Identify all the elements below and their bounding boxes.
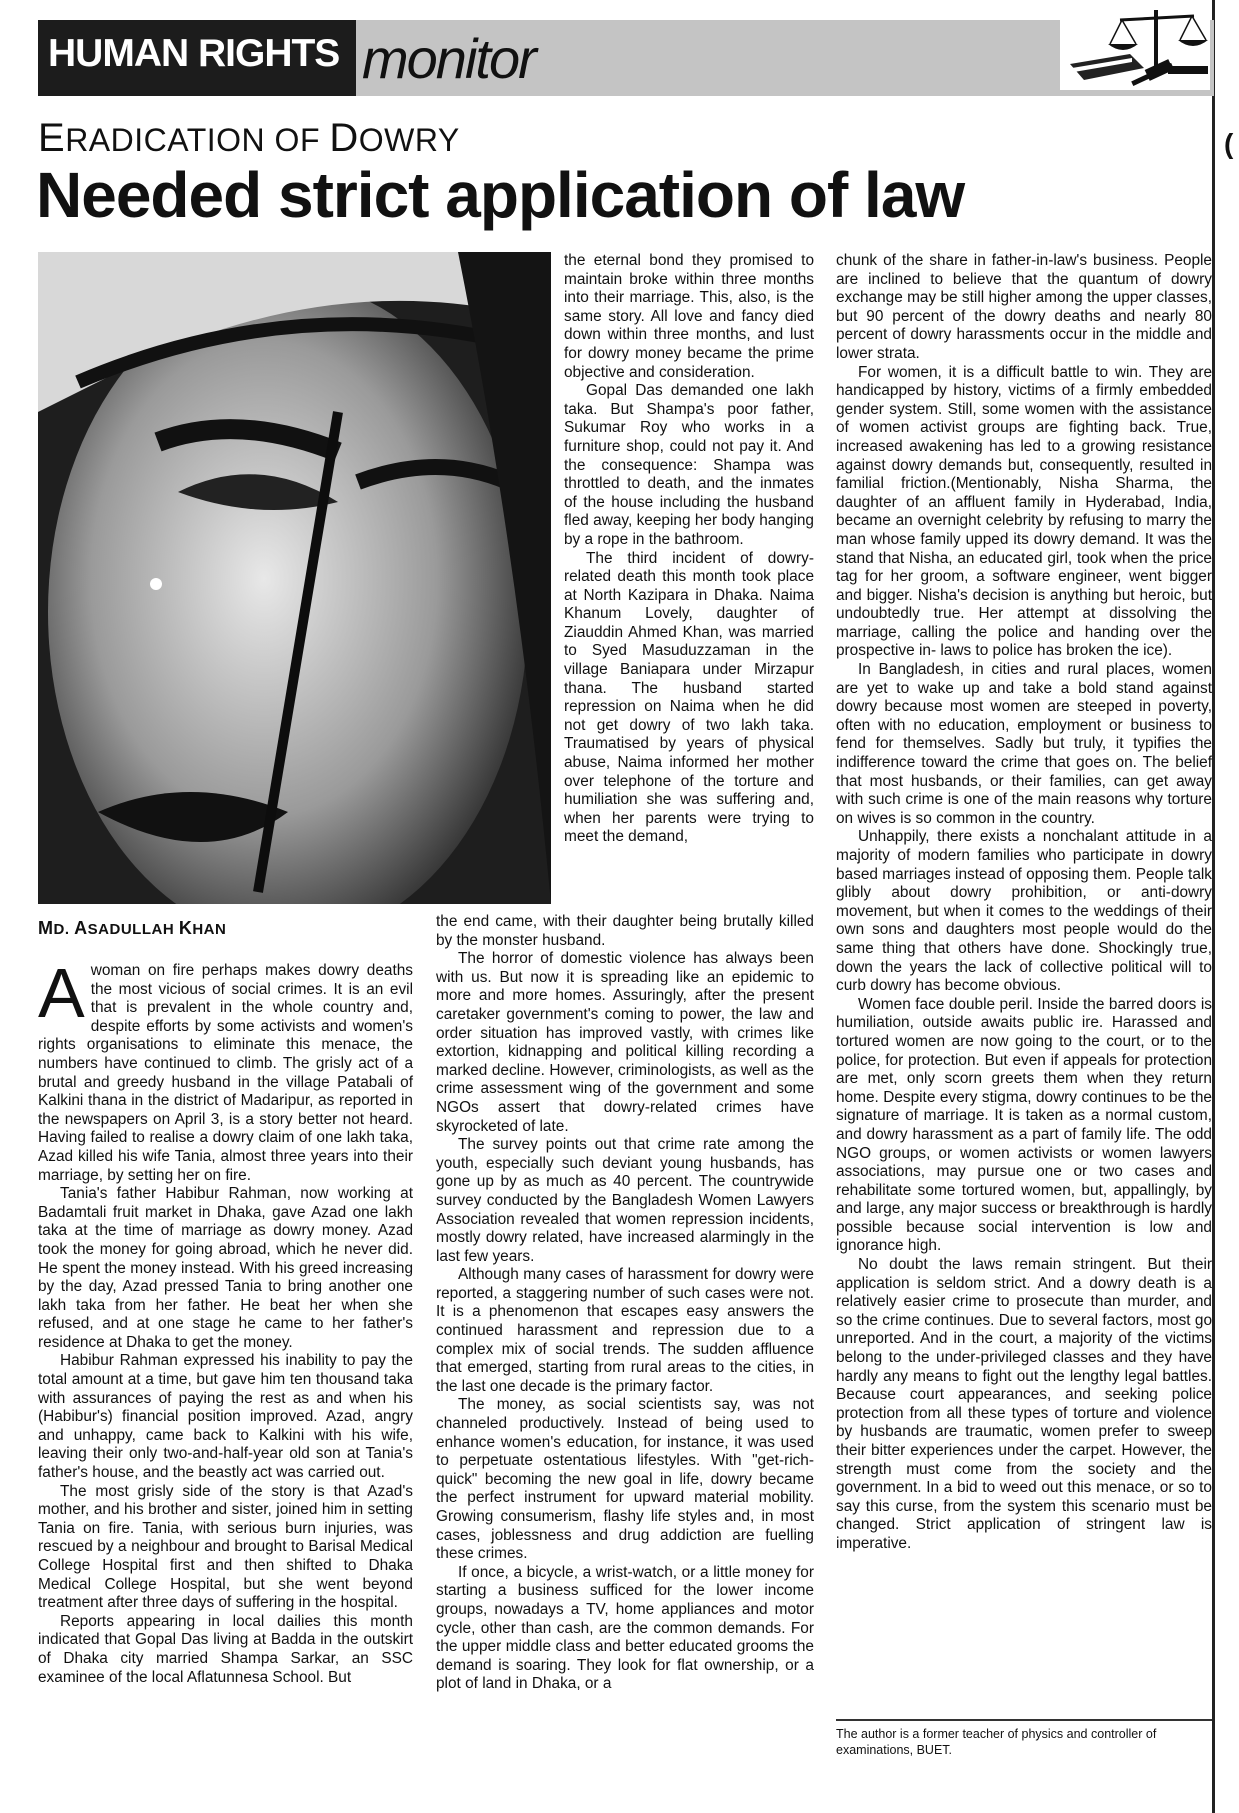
- paragraph: the eternal bond they promised to maintain broke within three months into their marriage. This, also, is the same story. All love and fancy died down within three months, and lust for dowry money became the prime objective and consideration.: [564, 252, 814, 381]
- paragraph: The survey points out that crime rate among the youth, especially such deviant young husbands, has gone up by as much as 40 percent. The countrywide survey conducted by the Bangladesh Women Lawyers Association revealed that women repression incidents, mostly dowry related, have increased alarmingly in the last few years.: [436, 1136, 814, 1265]
- paragraph: Awoman on fire perhaps makes dowry deaths the most vicious of social crimes. It is an evil that is prevalent in the whole country and, despite efforts by some activists and women's rights organisations to eliminate this menace, the numbers have continued to climb. The grisly act of a brutal and greedy husband in the village Patabali of Kalkini thana in the district of Madaripur, as reported in the newspapers on April 3, is a story better not heard. Having failed to realise a dowry claim of one lakh taka, Azad killed his wife Tania, almost three years into their marriage, by setting her on fire.: [38, 954, 413, 1184]
- article-column-3: [836, 252, 1212, 1554]
- paragraph: Women face double peril. Inside the barred doors is humiliation, outside awaits public ire. Harassed and tortured women are now going to the court, or to the police, for protection. But even if appeals for protection are met, only scorn greets them when they return home. Despite every stigma, dowry continues to be the signature of marriage. It is taken as a normal custom, and dowry harassment as a part of family life. The odd NGO groups, or women activists or women lawyers associations, may pursue one or two cases and rehabilitate some tortured women, but, appallingly, by and large, any major success or breakthrough is hardly possible because social intervention is low and ignorance high.: [836, 995, 1212, 1255]
- banner-dark-block: [38, 20, 356, 96]
- author-byline: MD. ASADULLAH KHAN: [38, 918, 227, 938]
- author-note-divider: [836, 1719, 1212, 1721]
- drop-cap: A: [38, 954, 85, 1032]
- scales-of-justice-icon: [1060, 4, 1210, 90]
- paragraph: The third incident of dowry-related death this month took place at North Kazipara in Dhaka. Naima Khanum Lovely, daughter of Ziauddin Ahmed Khan, was married to Syed Masuduzzaman in the village Baniapara under Mirzapur thana. The husband started repression on Naima when he did not get dowry of two lakh taka. Traumatised by years of physical abuse, Naima informed her mother over telephone of the torture and humiliation she was suffering and, when her parents were trying to meet the demand,: [564, 549, 814, 846]
- paragraph: Unhappily, there exists a nonchalant attitude in a majority of modern families who participate in dowry based marriages instead of opposing them. People talk glibly about dowry prohibition, or anti-dowry movement, but when it comes to the weddings of their own sons and daughters most people would do the same thing that others have done. Shockingly true, down the years the lack of collective political will to curb dowry has become obvious.: [836, 828, 1212, 995]
- paragraph: chunk of the share in father-in-law's business. People are inclined to believe that the quantum of dowry exchange may be still higher among the upper classes, but 90 percent of the dowry deaths and nearly 80 percent of dowry harassments occur in the middle and lower strata.: [836, 252, 1212, 362]
- paragraph: In Bangladesh, in cities and rural places, women are yet to wake up and take a bold stand against dowry because most women are steeped in poverty, often with no education, employment or business to fend for themselves. Sadly but truly, it typifies the indifference toward the crime that goes on. The belief that most husbands, or their families, can get away with such crime is one of the main reasons why torture on wives is so common in the country.: [836, 661, 1212, 827]
- paragraph: For women, it is a difficult battle to win. They are handicapped by history, victims of a firmly embedded gender system. Still, some women with the assistance of women activist groups are fighting back. True, increased awakening has led to a growing resistance against dowry demands but, consequently, resulted in familial friction.(Mentionably, Nisha Sharma, the daughter of an affluent family in Hyderabad, India, became an overnight celebrity by refusing to marry the man whose family upped its dowry demand. It was the stand that Nisha, an educated girl, took when the price tag for her groom, a software engineer, went bigger and bigger. Nisha's decision is anything but heroic, but undoubtedly true. Her attempt at dissolving the marriage, calling the police and handing over the prospective in- laws to police has broken the ice).: [836, 363, 1212, 660]
- article-kicker: ERADICATION OF DOWRY: [38, 116, 460, 160]
- banner-subtitle: monitor: [362, 27, 535, 90]
- woman-face-photo: [38, 252, 551, 904]
- author-note: The author is a former teacher of physics and controller of examinations, BUET.: [836, 1727, 1157, 1757]
- paragraph: The money, as social scientists say, was not channeled productively. Instead of being used to enhance women's education, for instance, it was used to perpetuate ostentatious lifestyles. With "get-rich-quick" becoming the new goal in life, dowry became the perfect instrument for upward material mobility. Growing consumerism, flashy life styles and, in most cases, joblessness and drug addiction are fuelling these crimes.: [436, 1396, 814, 1563]
- section-banner: [38, 20, 1214, 96]
- edge-fragment: (: [1224, 128, 1234, 159]
- paragraph: the end came, with their daughter being brutally killed by the monster husband.: [436, 913, 814, 949]
- paragraph: Reports appearing in local dailies this month indicated that Gopal Das living at Badda in the outskirt of Dhaka city married Shampa Sarkar, an SSC examinee of the local Aflatunnesa School. But: [38, 1612, 413, 1686]
- paragraph: Tania's father Habibur Rahman, now working at Badamtali fruit market in Dhaka, gave Azad one lakh taka at the time of marriage as dowry money. Azad took the money for going abroad, which he never did. He spent the money instead. With his greed increasing by the day, Azad pressed Tania to bring another one lakh taka from her father. He beat her when she refused, and at one stage he came to her father's residence at Dhaka to get the money.: [38, 1185, 413, 1351]
- paragraph: The horror of domestic violence has always been with us. But now it is spreading like an epidemic to more and more homes. Assuringly, after the present caretaker government's coming to power, the law and order situation has improved vastly, with crimes like extortion, kidnapping and political killing recording a marked decline. However, criminologists, as well as the crime assessment wing of the government and some NGOs assert that dowry-related crimes have skyrocketed of late.: [436, 950, 814, 1135]
- paragraph: Although many cases of harassment for dowry were reported, a staggering number of such cases were not. It is a phenomenon that escapes easy answers the continued harassment and repression due to a complex mix of social trends. The sudden affluence that emerged, starting from rural areas to the cities, in the last one decade is the primary factor.: [436, 1266, 814, 1395]
- paragraph: Habibur Rahman expressed his inability to pay the total amount at a time, but gave him ten thousand taka with assurances of paying the rest as and when his (Habibur's) financial position improved. Azad, angry and unhappy, came back to Kalkini with his wife, leaving their only two-and-half-year old son at Tania's father's house, and the beastly act was carried out.: [38, 1352, 413, 1482]
- banner-title: HUMAN RIGHTS: [48, 32, 340, 75]
- paragraph: The most grisly side of the story is that Azad's mother, and his brother and sister, joined him in setting Tania on fire. Tania, with serious burn injuries, was rescued by a neighbour and brought to Barisal Medical College Hospital first and then shifted to Dhaka Medical College Hospital, but she went beyond treatment after three days of suffering in the hospital.: [38, 1482, 413, 1612]
- page-edge-rule: [1212, 0, 1215, 1813]
- article-column-2-bottom: [436, 913, 814, 1694]
- paragraph: If once, a bicycle, a wrist-watch, or a little money for starting a business sufficed for the lower income groups, nowadays a TV, home appliances and motor cycle, other than cash, are the common demands. For the upper middle class and better educated grooms the demand is soaring. They look for flat ownership, or a plot of land in Dhaka, or a: [436, 1563, 814, 1693]
- article-column-1: [38, 954, 413, 1687]
- paragraph: Gopal Das demanded one lakh taka. But Shampa's poor father, Sukumar Roy who works in a furniture shop, could not pay it. And the consequence: Shampa was throttled to death, and the inmates of the house including the husband fled away, keeping her body hanging by a rope in the bathroom.: [564, 382, 814, 548]
- paragraph: No doubt the laws remain stringent. But their application is seldom strict. And a dowry death is a relatively easier crime to prosecute than murder, and so the crime continues. Due to several factors, most go unreported. And in the court, a majority of the victims belong to the under-privileged classes and they have hardly any means to fight out the lengthy legal battles. Because court appearances, and seeking police protection from all these types of torture and violence by husbands are traumatic, women prefer to sweep their bitter experiences under the carpet. However, the strength must come from the society and the government. In a bid to weed out this menace, or so to say this curse, from the system this scenario must be changed. Strict application of stringent law is imperative.: [836, 1256, 1212, 1552]
- article-headline: Needed strict application of law: [36, 159, 965, 231]
- article-column-2-top: [564, 252, 814, 847]
